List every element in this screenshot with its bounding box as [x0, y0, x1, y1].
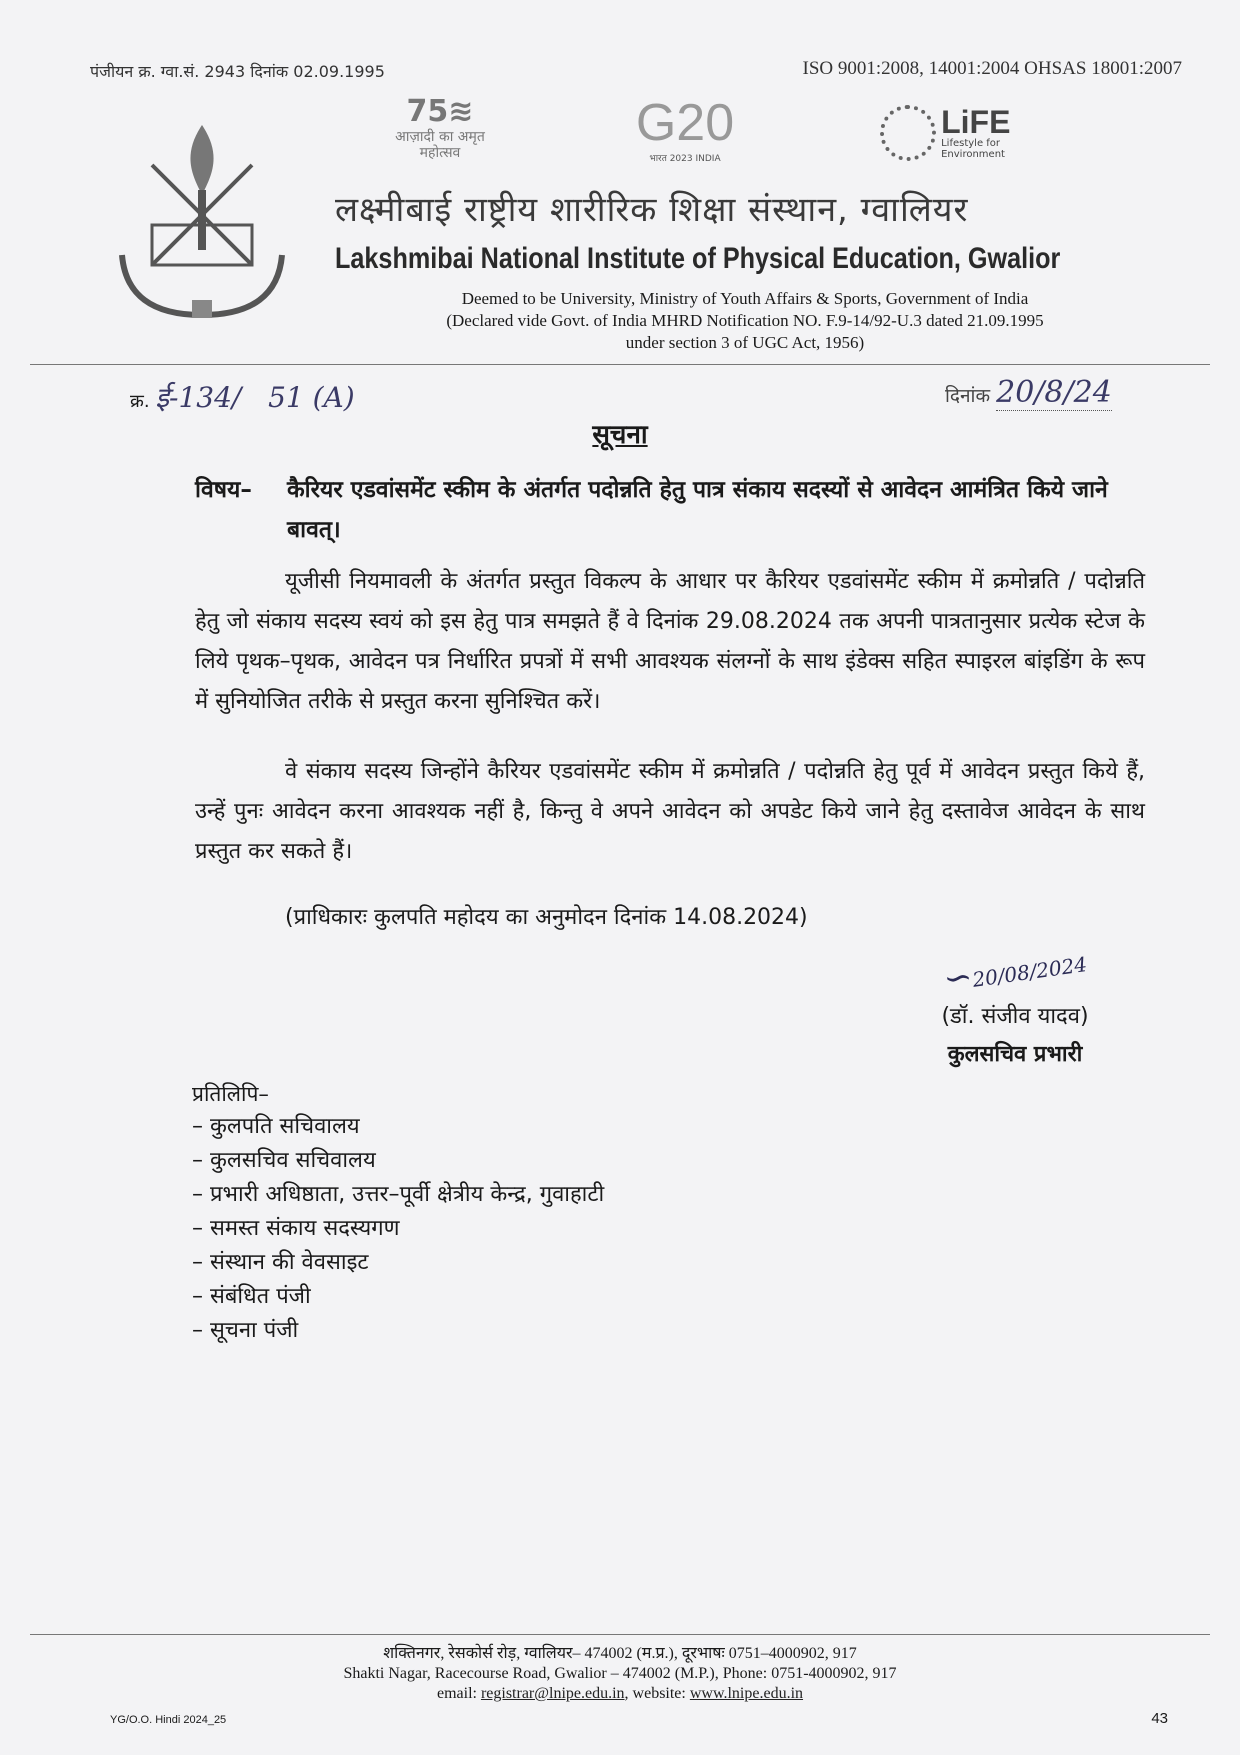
date-handwritten: 20/8/24: [996, 375, 1112, 410]
email-link[interactable]: registrar@lnipe.edu.in: [480, 1685, 625, 1702]
list-item: – संस्थान की वेवसाइट: [192, 1250, 369, 1275]
signatory-designation: कुलसचिव प्रभारी: [947, 1042, 1083, 1067]
list-item: – सूचना पंजी: [192, 1318, 299, 1343]
signatory-name: (डॉ. संजीव यादव): [941, 1004, 1089, 1029]
subject-label: विषय–: [195, 477, 252, 503]
institute-emblem-logo: [112, 115, 292, 325]
signatory-block: [895, 948, 1135, 1074]
sun-leaf-icon: [880, 105, 936, 161]
subtitle-line: (Declared vide Govt. of India MHRD Notification NO. F.9-14/92-U.3 dated 21.09.1995: [446, 311, 1044, 330]
footer-divider: [30, 1634, 1210, 1635]
address-hindi: शक्तिनगर, रेसकोर्स रोड़, ग्वालियर– 474002 (म.प्र.), दूरभाषः 0751–4000902, 917: [383, 1645, 857, 1662]
list-item: – प्रभारी अधिष्ठाता, उत्तर–पूर्वी क्षेत्रीय केन्द्र, गुवाहाटी: [192, 1182, 605, 1207]
authority-note: (प्राधिकारः कुलपति महोदय का अनुमोदन दिनांक 14.08.2024): [285, 905, 808, 930]
notice-title: सूचना: [592, 420, 648, 450]
institute-name-english: Lakshmibai National Institute of Physical Education, Gwalior: [335, 242, 1061, 275]
iso-certification: ISO 9001:2008, 14001:2004 OHSAS 18001:2007: [802, 58, 1182, 79]
list-item: – संबंधित पंजी: [192, 1284, 311, 1309]
notice-body: [192, 470, 1145, 1348]
email-label: email:: [436, 1685, 477, 1702]
reference-handwritten: ई-134/ 51 (A): [155, 381, 355, 414]
header-divider: [30, 364, 1210, 365]
reference-date: [945, 375, 1112, 410]
footer-address: [0, 1644, 1240, 1704]
reference-label: क्र.: [130, 391, 150, 412]
g20-logo: G20 भारत 2023 INDIA: [635, 94, 735, 164]
notice-subject: [195, 470, 1145, 550]
subject-text: कैरियर एडवांसमेंट स्कीम के अंतर्गत पदोन्नति हेतु पात्र संकाय सदस्यों से आवेदन आमंत्रित किये जाने बावत्।: [287, 477, 1108, 543]
list-item: – कुलपति सचिवालय: [192, 1114, 360, 1139]
document-code: YG/O.O. Hindi 2024_25: [110, 1714, 227, 1726]
institute-name-hindi: लक्ष्मीबाई राष्ट्रीय शारीरिक शिक्षा संस्थान, ग्वालियर: [335, 190, 969, 230]
azadi-ka-amrit-mahotsav-logo: 75≋ आज़ादी का अमृत महोत्सव: [395, 94, 485, 161]
list-item: – समस्त संकाय सदस्यगण: [192, 1216, 400, 1241]
institute-subtitle: [380, 288, 1110, 354]
copy-to-list: [192, 1110, 1145, 1348]
page-number: 43: [1151, 1710, 1168, 1727]
life-logo: LiFE Lifestyle for Environment: [880, 105, 1040, 161]
signature: ∽20/08/2024: [941, 952, 1089, 1000]
copy-to-label: प्रतिलिपि–: [192, 1082, 269, 1106]
subtitle-line: Deemed to be University, Ministry of Youth Affairs & Sports, Government of India: [461, 289, 1029, 308]
signature-date: 20/08/2024: [970, 952, 1089, 992]
notice-paragraph-1: यूजीसी नियमावली के अंतर्गत प्रस्तुत विकल्प के आधार पर कैरियर एडवांसमेंट स्कीम में क्रमोन्नति / पदोन्नति हेतु जो संकाय सदस्य स्वयं को इस हेतु पात्र समझते हैं वे दिनांक 29.08.2024 तक अपनी पात्रतानुसार प्रत्येक स्टेज के लिये पृथक–पृथक, आवेदन पत्र निर्धारित प्रपत्रों में सभी आवश्यक संलग्नों के साथ इंडेक्स सहित स्पाइरल बांइडिंग के रूप में सुनियोजित तरीके से प्रस्तुत करना सुनिश्चित करें।: [195, 569, 1145, 714]
contact-line: [0, 1684, 1240, 1704]
registration-number: पंजीयन क्र. ग्वा.सं. 2943 दिनांक 02.09.1995: [90, 62, 385, 81]
website-link[interactable]: www.lnipe.edu.in: [689, 1685, 804, 1702]
website-label: , website:: [624, 1685, 686, 1702]
reference-number: [130, 378, 355, 416]
list-item: – कुलसचिव सचिवालय: [192, 1148, 376, 1173]
address-english: Shakti Nagar, Racecourse Road, Gwalior – 474002 (M.P.), Phone: 0751-4000902, 917: [343, 1665, 897, 1682]
notice-paragraph-2: वे संकाय सदस्य जिन्होंने कैरियर एडवांसमेंट स्कीम में क्रमोन्नति / पदोन्नति हेतु पूर्व में आवेदन प्रस्तुत किये हैं, उन्हें पुनः आवेदन करना आवश्यक नहीं है, किन्तु वे अपने आवेदन को अपडेट किये जाने हेतु दस्तावेज आवेदन के साथ प्रस्तुत कर सकते हैं।: [195, 759, 1145, 864]
date-label: दिनांक: [945, 385, 991, 407]
subtitle-line: under section 3 of UGC Act, 1956): [625, 333, 865, 352]
